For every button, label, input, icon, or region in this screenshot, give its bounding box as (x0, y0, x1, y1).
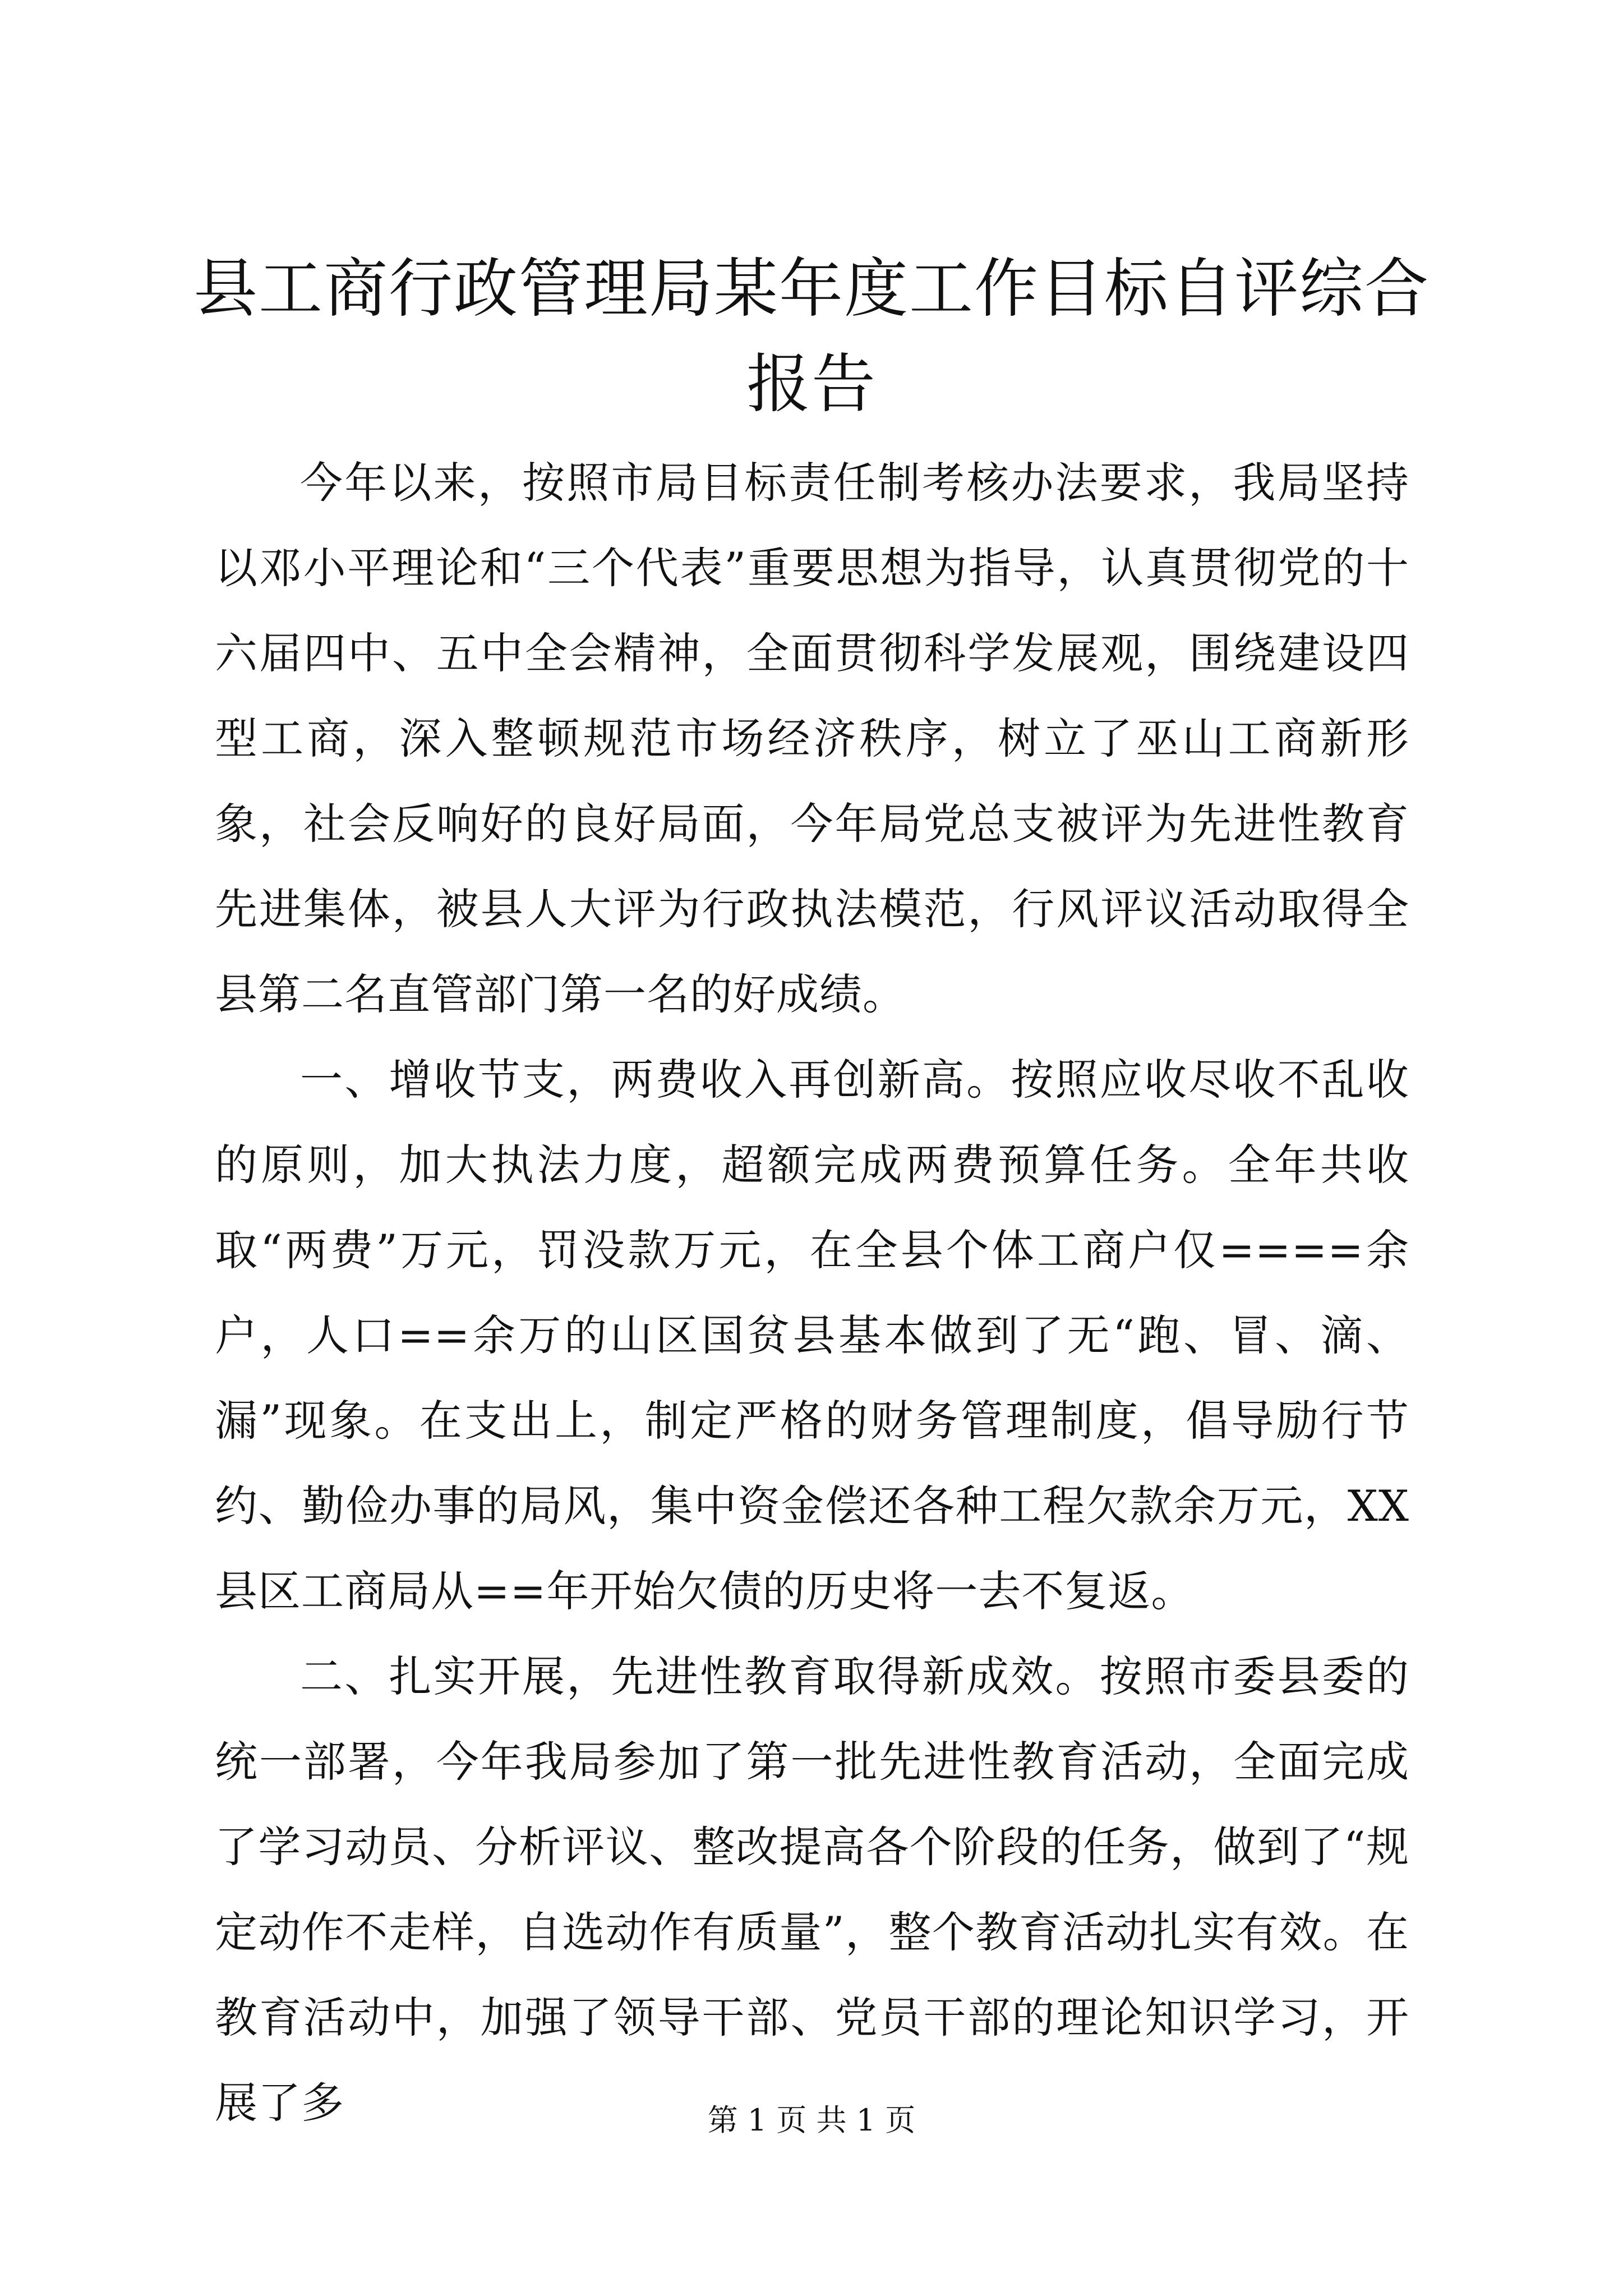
page-footer: 第 1 页 共 1 页 (707, 2102, 916, 2138)
paragraph-section-1: 一、增收节支，两费收入再创新高。按照应收尽收不乱收的原则，加大执法力度，超额完成两费预算任务。全年共收取“两费”万元，罚没款万元，在全县个体工商户仅====余户，人口==余万的山区国贫县基本做到了无“跑、冒、滴、漏”现象。在支出上，制定严格的财务管理制度，倡导励行节约、勤俭办事的局风，集中资金偿还各种工程欠款余万元，XX县区工商局从==年开始欠债的历史将一去不复返。 (215, 1055, 1409, 1616)
paragraph-section-2: 二、扎实开展，先进性教育取得新成效。按照市委县委的统一部署，今年我局参加了第一批先进性教育活动，全面完成了学习动员、分析评议、整改提高各个阶段的任务，做到了“规定动作不走样，自选动作有质量”，整个教育活动扎实有效。在教育活动中，加强了领导干部、党员干部的理论知识学习，开展了多 (215, 1651, 1409, 2128)
document-body (215, 440, 1409, 2146)
paragraph-intro: 今年以来，按照市局目标责任制考核办法要求，我局坚持以邓小平理论和“三个代表”重要思想为指导，认真贯彻党的十六届四中、五中全会精神，全面贯彻科学发展观，围绕建设四型工商，深入整顿规范市场经济秩序，树立了巫山工商新形象，社会反响好的良好局面，今年局党总支被评为先进性教育先进集体，被县人大评为行政执法模范，行风评议活动取得全县第二名直管部门第一名的好成绩。 (215, 458, 1409, 1019)
document-title: 县工商行政管理局某年度工作目标自评综合报告 (193, 251, 1430, 421)
